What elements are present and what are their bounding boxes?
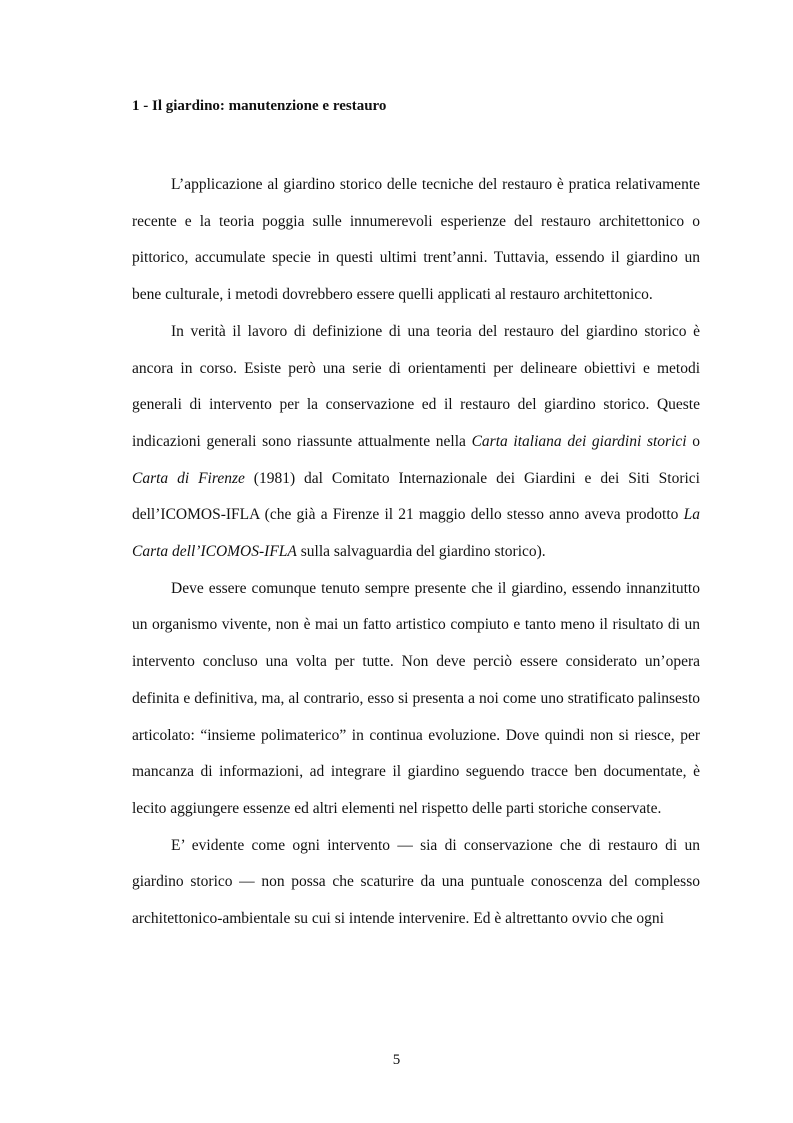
text-segment: In verità il lavoro di definizione di una teoria del restauro del giardino storico è ancora in corso. Esiste però una serie di orientamenti per delineare obiettivi e metodi generali di intervento per la conservazione ed il restauro del giardino storico. Queste indicazioni generali sono riassunte attualmente nella [132,322,700,450]
paragraph [132,571,700,828]
text-segment: (1981) dal Comitato Internazionale dei Giardini e dei Siti Storici dell’ICOMOS-IFLA (che già a Firenze il 21 maggio dello stesso anno aveva prodotto [132,469,700,524]
page-number: 5 [392,1052,401,1068]
paragraph [132,314,700,571]
text-segment: o [686,432,700,450]
text-segment: L’applicazione al giardino storico delle tecniche del restauro è pratica relativamente recente e la teoria poggia sulle innumerevoli esperienze del restauro architettonico o pittorico, accumulate specie in questi ultimi trent’anni. Tuttavia, essendo il giardino un bene culturale, i metodi dovrebbero essere quelli applicati al restauro architettonico. [132,176,700,304]
section-heading: 1 - Il giardino: manutenzione e restauro [132,98,387,114]
italic-citation: Carta di Firenze [132,469,245,487]
body-text [132,167,700,938]
italic-citation: Carta italiana dei giardini storici [471,432,687,450]
text-segment: Deve essere comunque tenuto sempre presente che il giardino, essendo innanzitutto un organismo vivente, non è mai un fatto artistico compiuto e tanto meno il risultato di un intervento concluso una volta per tutte. Non deve perciò essere considerato un’opera definita e definitiva, ma, al contrario, esso si presenta a noi come uno stratificato palinsesto articolato: “insieme polimaterico” in continua evoluzione. Dove quindi non si riesce, per mancanza di informazioni, ad integrare il giardino seguendo tracce ben documentate, è lecito aggiungere essenze ed altri elementi nel rispetto delle parti storiche conservate. [132,579,700,817]
italic-citation: La Carta dell’ICOMOS-IFLA [132,506,700,561]
paragraph [132,167,700,314]
text-segment: sulla salvaguardia del giardino storico). [296,543,546,561]
text-segment: E’ evidente come ogni intervento — sia di conservazione che di restauro di un giardino storico — non possa che scaturire da una puntuale conoscenza del complesso architettonico-ambientale su cui si intende intervenire. Ed è altrettanto ovvio che ogni [132,836,700,928]
paragraph [132,828,700,938]
